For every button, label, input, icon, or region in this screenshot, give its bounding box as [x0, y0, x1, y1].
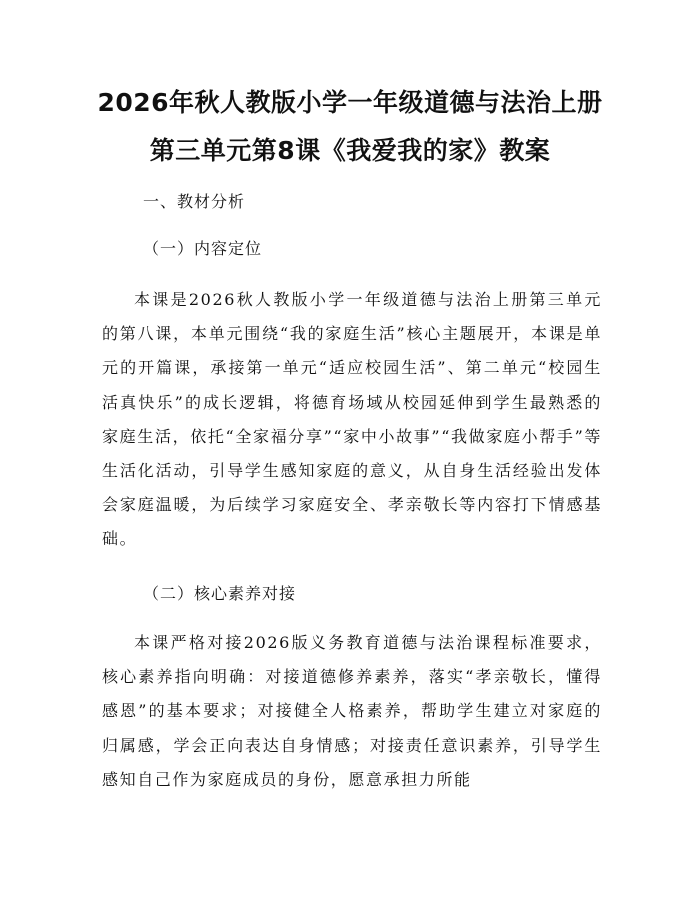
subsection-heading-core-literacy: （二）核心素养对接 [143, 584, 297, 603]
paragraph-core-literacy: 本课严格对接2026版义务教育道德与法治课程标准要求，核心素养指向明确：对接道德修养素养，落实“孝亲敬长，懂得感恩”的基本要求；对接健全人格素养，帮助学生建立对家庭的归属感，学会正向表达自身情感；对接责任意识素养，引导学生感知自己作为家庭成员的身份，愿意承担力所能 [102, 633, 602, 789]
document-title-line-2: 第三单元第8课《我爱我的家》教案 [149, 136, 551, 165]
document-title-line-1: 2026年秋人教版小学一年级道德与法治上册 [97, 88, 603, 117]
paragraph-content-positioning: 本课是2026秋人教版小学一年级道德与法治上册第三单元的第八课，本单元围绕“我的家庭生活”核心主题展开，本课是单元的开篇课，承接第一单元“适应校园生活”、第二单元“校园生活真快乐”的成长逻辑，将德育场域从校园延伸到学生最熟悉的家庭生活，依托“全家福分享”“家中小故事”“我做家庭小帮手”等生活化活动，引导学生感知家庭的意义，从自身生活经验出发体会家庭温暖，为后续学习家庭安全、孝亲敬长等内容打下情感基础。 [102, 290, 602, 549]
section-heading-textbook-analysis: 一、教材分析 [143, 192, 246, 211]
subsection-heading-content-positioning: （一）内容定位 [143, 239, 263, 258]
